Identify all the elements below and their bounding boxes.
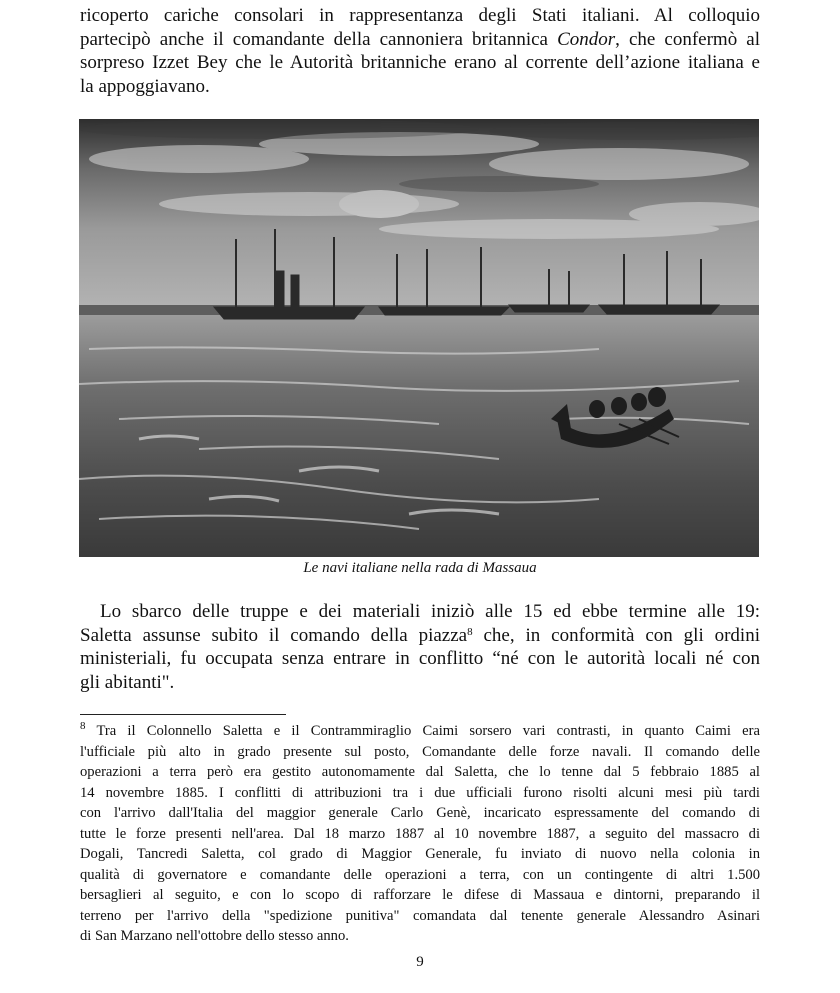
footnote-line: di San Marzano nell'ottobre dello stesso anno. [80,928,349,944]
text-line: ministeriali, fu occupata senza entrare in conflitto “né con le autorità locali né con [80,648,760,669]
text-line [80,28,760,52]
text-line: la appoggiavano. [80,75,210,97]
footnote-line: 14 novembre 1885. I conflitti di attribuzioni tra i due ufficiali furono risolti alcuni mesi più tardi [80,784,760,801]
text-line: ricoperto cariche consolari in rappresentanza degli Stati italiani. Al colloquio [80,5,760,26]
photo-italian-ships-massaua [79,119,759,557]
text-run: che, in conformità con gli ordini [472,624,760,646]
footnote-8 [80,721,760,947]
footnote-line: operazioni a terra però era gestito autonomamente dal Saletta, che lo tenne dal 5 febbraio 1885 al [80,764,760,780]
ship-name: Condor [557,28,616,50]
footnote-line: terreno per l'arrivo della "spedizione punitiva" comandata dal tenente generale Alessandro Asinari [80,907,760,924]
text-line: Lo sbarco delle truppe e dei materiali iniziò alle 15 ed ebbe termine alle 19: [100,601,760,622]
text-run: Saletta assunse subito il comando della piazza [80,624,468,646]
footnote-line: tutte le forze presenti nell'area. Dal 18 marzo 1887 al 10 novembre 1887, a seguito del massacro di [80,825,760,842]
footnote-line: qualità di governatore e comandante delle operazioni a terra, con un contingente di altri 1.500 [80,866,760,883]
footnote-marker: 8 [80,720,86,732]
text-run: , che confermò al [615,28,760,50]
footnote-line: bersaglieri al seguito, e con lo scopo di rafforzare le difese di Massaua e dintorni, preparando il [80,887,760,903]
page-number: 9 [416,954,424,970]
text-line: sorpreso Izzet Bey che le Autorità britanniche erano al corrente dell’azione italiana e [80,52,760,73]
footnote-line: Dogali, Tancredi Saletta, col grado di Maggior Generale, fu inviato di nuovo nella colonia in [80,846,760,862]
text-line: gli abitanti". [80,671,175,693]
footnote-separator [80,714,286,715]
landing-paragraph [80,600,760,694]
text-line [80,624,760,648]
text-run: partecipò anche il comandante della cannoniera britannica [80,28,558,50]
intro-paragraph [80,4,760,98]
text-run: Tra il Colonnello Saletta e il Contrammiraglio Caimi sorsero vari contrasti, in quanto Caimi era [85,723,760,739]
footnote-line: l'ufficiale più alto in grado presente sul posto, Comandante delle forze navali. Il comando delle [80,743,760,760]
footnote-line: con l'arrivo dall'Italia del maggior generale Carlo Genè, incaricato espressamente del comando di [80,805,760,821]
footnote-line [80,721,760,742]
footnote-reference[interactable]: 8 [467,625,473,638]
figure-caption: Le navi italiane nella rada di Massaua [303,560,537,576]
